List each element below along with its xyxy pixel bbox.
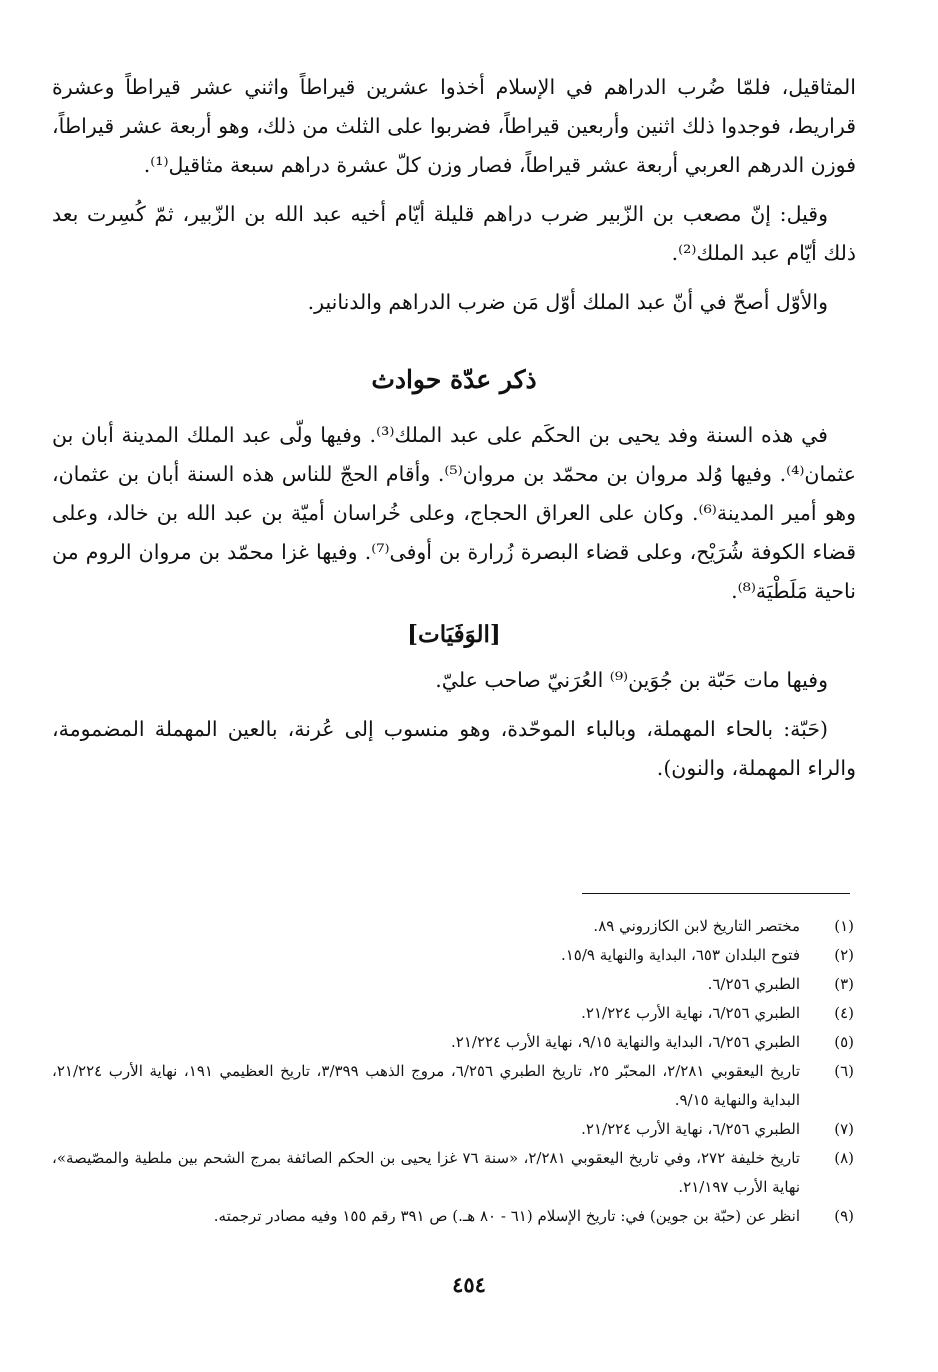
footnote (52, 1144, 854, 1202)
footnote (52, 912, 854, 941)
footnote-text: الطبري ٦/٢٥٦. (707, 975, 800, 993)
footnotes (52, 912, 854, 1231)
footnote-number: (٤) (834, 1004, 854, 1022)
footnote-number: (٨) (834, 1149, 854, 1167)
footnote (52, 941, 854, 970)
footnote-text: مختصر التاريخ لابن الكازروني ٨٩. (593, 917, 800, 935)
footnote-number: (٩) (834, 1207, 854, 1225)
footnote-text: انظر عن (حبّة بن جوين) في: تاريخ الإسلام (٦١ - ٨٠ هـ.) ص ٣٩١ رقم ١٥٥ وفيه مصادر ترجمته. (213, 1207, 800, 1225)
obituaries-heading: [الوَفَيَات] (407, 621, 501, 648)
paragraph-death: وفيها مات حَبّة بن جُوَين⁽⁹⁾ العُرَنيّ صاحب عليّ. (435, 668, 828, 692)
footnote (52, 999, 854, 1028)
footnote-text: الطبري ٦/٢٥٦، نهاية الأرب ٢١/٢٢٤. (581, 1004, 800, 1022)
paragraph-name-note: (حَبّة: بالحاء المهملة، وبالباء الموحّدة، وهو منسوب إلى عُرنة، بالعين المهملة المضمومة، والراء المهملة، والنون). (52, 717, 856, 780)
footnote (52, 970, 854, 999)
footnote-text: تاريخ اليعقوبي ٢/٢٨١، المحبّر ٢٥، تاريخ الطبري ٦/٢٥٦، مروج الذهب ٣/٣٩٩، تاريخ العظيمي ١٩١، نهاية الأرب ٢١/٢٢٤، البداية والنهاية ٩/١٥. (52, 1062, 800, 1109)
footnote-text: الطبري ٦/٢٥٦، نهاية الأرب ٢١/٢٢٤. (581, 1120, 800, 1138)
footnote-text: تاريخ خليفة ٢٧٢، وفي تاريخ اليعقوبي ٢/٢٨١، «سنة ٧٦ غزا يحيى بن الحكم الصائفة بمرج الشحم بين ملطية والمصّيصة»، نهاية الأرب ٢١/١٩٧. (52, 1149, 800, 1196)
footnote-number: (٥) (834, 1033, 854, 1051)
footnote-number: (٦) (834, 1062, 854, 1080)
footnote (52, 1202, 854, 1231)
main-text (52, 68, 856, 788)
footnote (52, 1028, 854, 1057)
paragraph-events: في هذه السنة وفد يحيى بن الحكَم على عبد الملك⁽³⁾. وفيها ولّى عبد الملك المدينة أبان بن عثمان⁽⁴⁾. وفيها وُلد مروان بن محمّد بن مروان⁽⁵⁾. وأقام الحجّ للناس هذه السنة أبان بن عثمان، وهو أمير المدينة⁽⁶⁾. وكان على العراق الحجاج، وعلى خُراسان أميّة بن عبد الله بن خالد، وعلى قضاء الكوفة شُرَيْح، وعلى قضاء البصرة زُرارة بن أوفى⁽⁷⁾. وفيها غزا محمّد بن مروان الروم من ناحية مَلَطْيَة⁽⁸⁾. (52, 423, 857, 603)
paragraph-first-is-correct: والأوّل أصحّ في أنّ عبد الملك أوّل مَن ضرب الدراهم والدنانير. (307, 290, 828, 314)
page-number: ٤٥٤ (452, 1272, 486, 1297)
footnote-text: الطبري ٦/٢٥٦، البداية والنهاية ٩/١٥، نهاية الأرب ٢١/٢٢٤. (451, 1033, 800, 1051)
footnote (52, 1115, 854, 1144)
paragraph-dirhams-weight: المثاقيل، فلمّا ضُرب الدراهم في الإسلام أخذوا عشرين قيراطاً واثني عشر قيراطاً وعشرة قراريط، فوجدوا ذلك اثنين وأربعين قيراطاً، فضربوا على الثلث من ذلك، وهو أربعة عشر قيراطاً، فوزن الدرهم العربي أربعة عشر قيراطاً، فصار وزن كلّ عشرة دراهم سبعة مثاقيل⁽¹⁾. (52, 75, 856, 177)
footnote-text: فتوح البلدان ٦٥٣، البداية والنهاية ١٥/٩. (560, 946, 800, 964)
paragraph-musab: وقيل: إنّ مصعب بن الزّبير ضرب دراهم قليلة أيّام أخيه عبد الله بن الزّبير، ثمّ كُسِرت بعد ذلك أيّام عبد الملك⁽²⁾. (52, 202, 856, 265)
section-heading: ذكر عدّة حوادث (371, 365, 537, 394)
footnote-number: (٢) (834, 946, 854, 964)
footnote-number: (٧) (834, 1120, 854, 1138)
footnote-number: (٣) (834, 975, 854, 993)
footnote (52, 1057, 854, 1115)
footnote-number: (١) (834, 917, 854, 935)
footnote-divider (582, 893, 850, 894)
